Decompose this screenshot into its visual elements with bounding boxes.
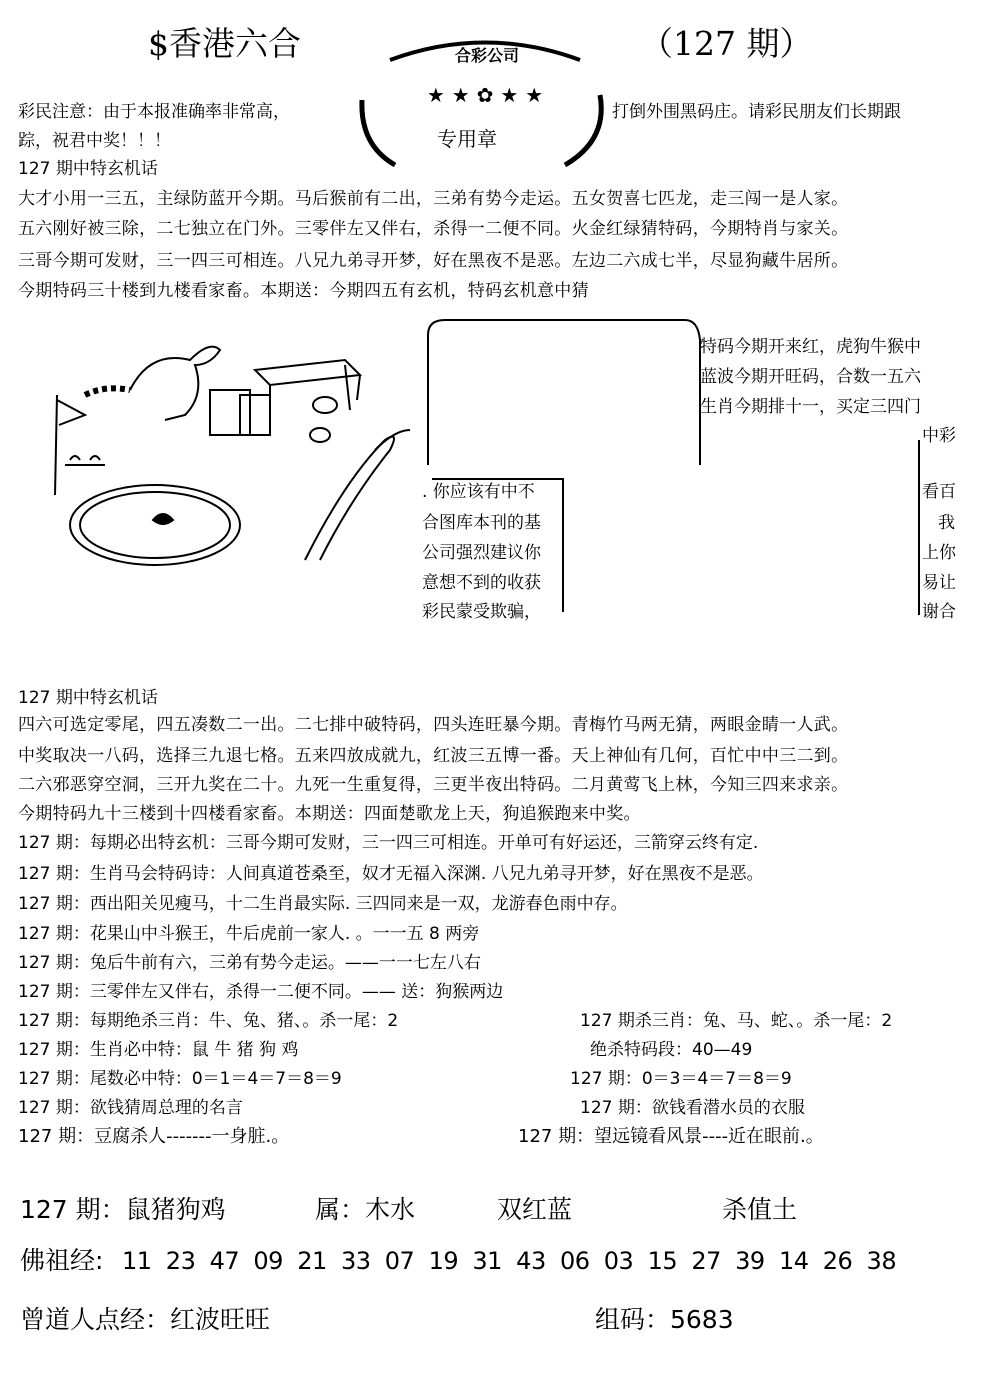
poem-right-line: 特码今期开来红，虎狗牛猴中 [700,337,921,357]
stamp-top-text: 合彩公司 [455,46,520,65]
right-col-line: 绝杀特码段：40—49 [590,1040,753,1060]
notice-line1-right: 打倒外围黑码庄。请彩民朋友们长期跟 [612,102,901,122]
section2-heading: 127 期中特玄机话 [18,688,158,708]
section2-line: 二六邪恶穿空洞，三开九奖在二十。九死一生重复得，三更半夜出特码。二月黄莺飞上林，今知三四来求亲。 [18,775,849,795]
buddha-label: 佛祖经: [20,1246,104,1275]
divider-line [918,440,920,615]
left-col-line: 127 期：尾数必中特：0＝1＝4＝7＝8＝9 [18,1069,342,1089]
right-col-line: 127 期：望远镜看风景----近在眼前.。 [518,1126,824,1147]
poem-right-line: 蓝波今期开旺码，合数一五六 [700,367,921,387]
poem-left-line: . 你应该有中不 [422,482,535,502]
right-col-line: 127 期杀三肖：兔、马、蛇、。杀一尾：2 [580,1011,893,1031]
summary-kill: 杀值土 [722,1195,798,1224]
title-issue: （127 期） [640,24,813,63]
stamp-bottom-text: 专用章 [437,127,497,151]
poem-right-line: 生肖今期排十一，买定三四门 [700,397,921,417]
right-col-line: 127 期：欲钱看潜水员的衣服 [580,1098,805,1118]
svg-text:★ ★ ✿ ★ ★: ★ ★ ✿ ★ ★ [426,83,544,107]
divider-line [432,478,564,480]
section1-line: 三哥今期可发财，三一四三可相连。八兄九弟寻开梦，好在黑夜不是恶。左边二六成七半，尽显狗藏牛居所。 [18,251,849,271]
section1-heading: 127 期中特玄机话 [18,159,158,179]
blank-box-frame [420,315,705,480]
poem-left-line: 公司强烈建议你 [422,543,541,563]
section2-line: 中奖取决一八码，选择三九退七格。五来四放成就九，红波三五博一番。天上神仙有几何，百忙中中三二到。 [18,746,849,766]
poem-edge-line: 上你 [922,543,956,563]
buddha-numbers: 11 23 47 09 21 33 07 19 31 43 06 03 15 27 39 14 26 38 [122,1247,897,1275]
section1-line: 今期特码三十楼到九楼看家畜。本期送：今期四五有玄机，特码玄机意中猜 [18,281,589,301]
taoist-tip: 曾道人点经：红波旺旺 [20,1305,271,1334]
poem-edge-line: 谢合 [922,602,956,622]
poem-edge-line: 易让 [922,573,956,593]
left-col-line: 127 期：每期绝杀三肖：牛、兔、猪、。杀一尾：2 [18,1011,399,1031]
poem-edge-line: 我 [938,513,955,533]
poem-left-line: 意想不到的收获 [422,573,541,593]
poem-left-line: 彩民蒙受欺骗， [422,602,541,622]
notice-line1-left: 彩民注意：由于本报准确率非常高， [18,102,290,122]
prediction-line: 127 期：兔后牛前有六，三弟有势今走运。——一一七左八右 [18,953,481,973]
divider-line [562,478,564,612]
left-col-line: 127 期：豆腐杀人-------一身脏.。 [18,1126,290,1147]
left-col-line: 127 期：生肖必中特：鼠 牛 猪 狗 鸡 [18,1040,299,1060]
summary-zodiac: 127 期：鼠猪狗鸡 [20,1195,226,1224]
prediction-line: 127 期：每期必出特玄机：三哥今期可发财，三一四三可相连。开单可有好运还，三箭穿云终有定. [18,833,759,853]
prediction-line: 127 期：生肖马会特码诗：人间真道苍桑至，奴才无福入深渊. 八兄九弟寻开梦，好在黑夜不是恶。 [18,864,764,884]
prediction-line: 127 期：西出阳关见瘦马，十二生肖最实际. 三四同来是一双，龙游春色雨中存。 [18,894,628,914]
section2-line: 今期特码九十三楼到十四楼看家畜。本期送：四面楚歌龙上天，狗追猴跑来中奖。 [18,804,641,824]
summary-color: 双红蓝 [497,1195,573,1224]
poem-edge-line: 看百 [922,482,956,502]
section2-line: 四六可选定零尾，四五凑数二一出。二七排中破特码，四头连旺暴今期。青梅竹马两无猜，两眼金睛一人武。 [18,715,849,735]
title-left: $香港六合 [148,24,301,63]
notice-line2: 踪，祝君中奖！！！ [18,131,171,151]
summary-element: 属：木水 [315,1195,416,1224]
group-code: 组码：5683 [595,1305,734,1334]
prediction-line: 127 期：三零伴左又伴右，杀得一二便不同。—— 送：狗猴两边 [18,982,504,1002]
section1-line: 大才小用一三五，主绿防蓝开今期。马后猴前有二出，三弟有势今走运。五女贺喜七匹龙，走三闯一是人家。 [18,189,849,209]
left-col-line: 127 期：欲钱猜周总理的名言 [18,1098,243,1118]
prediction-line: 127 期：花果山中斗猴王，牛后虎前一家人. 。一一五 8 两旁 [18,924,480,944]
section1-line: 五六刚好被三除，二七独立在门外。三零伴左又伴右，杀得一二便不同。火金红绿猜特码，今期特肖与家关。 [18,219,849,239]
poem-right-line: 中彩 [922,426,956,446]
poem-left-line: 合图库本刊的基 [422,513,541,533]
right-col-line: 127 期：0＝3＝4＝7＝8＝9 [570,1069,792,1089]
illustration-sketch [45,320,415,575]
